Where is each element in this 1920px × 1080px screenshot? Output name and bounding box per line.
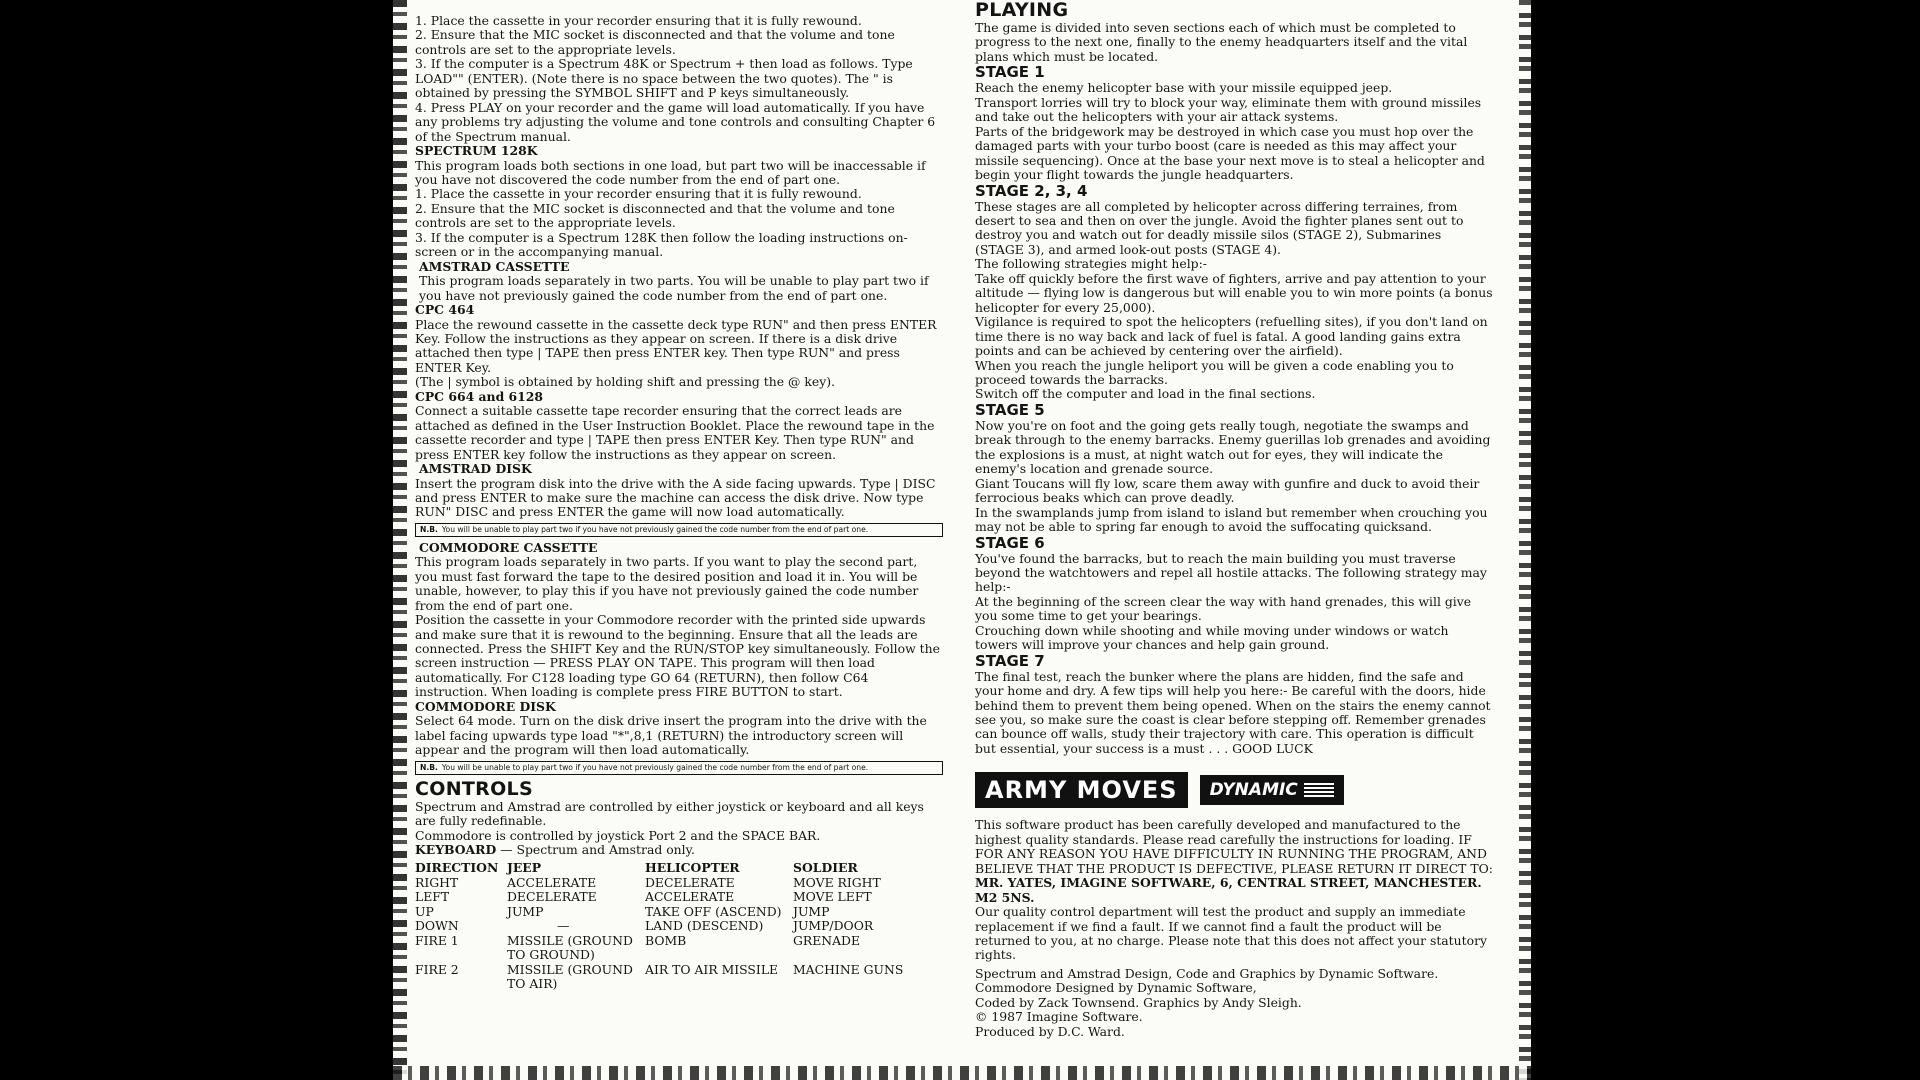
- table-cell: MISSILE (GROUND TO AIR): [507, 961, 633, 992]
- table-cell: TAKE OFF (ASCEND): [645, 903, 782, 919]
- torn-edge-bottom: [393, 1066, 1531, 1080]
- army-moves-logo: ARMY MOVES: [975, 772, 1188, 808]
- credit-line: Spectrum and Amstrad Design, Code and Graphics by Dynamic Software.: [975, 965, 1439, 981]
- nb-text: You will be unable to play part two if you have not previously gained the code number from the end of part one.: [441, 524, 869, 534]
- col-helicopter: HELICOPTER: [645, 860, 740, 876]
- nb-notice-1: [415, 523, 943, 537]
- spectrum-128-text: This program loads both sections in one load, but part two will be inaccessable if you have not discovered the code number from the end of part one.: [415, 157, 926, 187]
- stage-234-text-1: These stages are all completed by helicopter across differing terraines, from desert to sea and then on over the jungle. Avoid the fighter planes sent out to destroy you and watch out for deadly missile silos (STAGE 2), Submarines (STAGE 3), and armed look-out posts (STAGE 4).: [975, 198, 1464, 257]
- intro-step-2: 2. Ensure that the MIC socket is disconnected and that the volume and tone controls are set to the appropriate levels.: [415, 27, 895, 57]
- commodore-disk-heading: COMMODORE DISK: [415, 698, 556, 714]
- stage-6-text-3: Crouching down while shooting and while moving under windows or watch towers will improve your chances and help gain ground.: [975, 622, 1449, 653]
- table-cell: JUMP/DOOR: [793, 918, 874, 934]
- dynamic-logo: [1200, 775, 1344, 805]
- stage-1-text-3: Parts of the bridgework may be destroyed in which case you must hop over the damaged parts with your turbo boost (care is needed as this may affect your missile sequencing). Once at the base your next move is to steal a helicopter and begin your flight towards the jungle headquarters.: [975, 123, 1485, 183]
- table-cell: ACCELERATE: [507, 874, 597, 890]
- keyboard-label: KEYBOARD: [415, 842, 497, 858]
- warranty-text: This software product has been carefully developed and manufactured to the highest quality standards. Please read carefully the instructions for loading. IF FOR ANY REASON YOU HAVE DIFFICULTY IN RUNNING THE PROGRAM, AND BELIEVE THAT THE PRODUCT IS DEFECTIVE, PLEASE RETURN IT DIRECT TO:: [975, 817, 1493, 876]
- cpc664-text: Connect a suitable cassette tape recorder ensuring that the correct leads are attached as defined in the User Instruction Booklet. Place the rewound tape in the cassette recorder and type | TAPE then press ENTER Key. Then type RUN" and press ENTER key follow the instructions as they appear on screen.: [415, 403, 935, 462]
- cpc664-heading: CPC 664 and 6128: [415, 388, 544, 404]
- table-cell: —: [557, 918, 570, 934]
- stage-234-text-2: The following strategies might help:-: [975, 256, 1207, 272]
- stage-7-heading: STAGE 7: [975, 651, 1045, 670]
- stage-234-text-5: When you reach the jungle heliport you will be given a code enabling you to proceed towards the barracks.: [975, 357, 1454, 387]
- stage-6-heading: STAGE 6: [975, 533, 1045, 552]
- stage-7-text: The final test, reach the bunker where the plans are hidden, find the safe and your home and dry. A few tips will help you here:- Be careful with the doors, hide behind them to prevent them being opened. When on the stairs the enemy cannot see you, so make sure the coast is clear before stepping off. Remember grenades can bounce off walls, study their trajectory with care. This operation is difficult but essential, your success is a must . . . GOOD LUCK: [975, 668, 1491, 756]
- manual-sheet: [393, 0, 1531, 1080]
- stage-5-heading: STAGE 5: [975, 400, 1045, 419]
- logos-row: [975, 772, 1493, 808]
- table-cell: DOWN: [415, 918, 459, 934]
- spectrum-128-step-1: 1. Place the cassette in your recorder ensuring that it is fully rewound.: [415, 186, 862, 202]
- amstrad-disk-text: Insert the program disk into the drive with the A side facing upwards. Type | DISC and press ENTER to make sure the machine can access the disk drive. Now type RUN" DISC and press ENTER the game will now load automatically.: [415, 475, 936, 520]
- commodore-cassette-text-1: This program loads separately in two parts. If you want to play the second part, you must fast forward the tape to the desired position and load it in. You will be unable, however, to play this if you have not previously gained the code number from the end of part one.: [415, 554, 919, 613]
- table-cell: AIR TO AIR MISSILE: [645, 961, 779, 977]
- table-cell: UP: [415, 903, 434, 919]
- controls-text-1: Spectrum and Amstrad are controlled by either joystick or keyboard and all keys are fully redefinable.: [415, 798, 924, 829]
- table-cell: BOMB: [645, 932, 687, 948]
- amstrad-cassette-heading: AMSTRAD CASSETTE: [419, 258, 570, 274]
- stage-234-text-6: Switch off the computer and load in the final sections.: [975, 386, 1316, 402]
- table-row: [415, 934, 933, 963]
- table-cell: MISSILE (GROUND TO GROUND): [507, 932, 633, 963]
- table-cell: MOVE RIGHT: [793, 874, 881, 890]
- stage-1-text-2: Transport lorries will try to block your way, eliminate them with ground missiles and take out the helicopters with your air attack systems.: [975, 94, 1482, 125]
- spectrum-128-step-2: 2. Ensure that the MIC socket is disconnected and that the volume and tone controls are set to the appropriate levels.: [415, 200, 895, 231]
- cpc464-text: Place the rewound cassette in the cassette deck type RUN" and then press ENTER Key. Follow the instructions as they appear on screen. If there is a disk drive attached then type | TAPE then press ENTER key. Then type RUN" and press ENTER Key.: [415, 316, 937, 375]
- intro-step-1: 1. Place the cassette in your recorder ensuring that it is fully rewound.: [415, 13, 862, 28]
- playing-heading: PLAYING: [975, 0, 1069, 21]
- warranty-after: Our quality control department will test the product and supply an immediate replacement if we find a fault. If we cannot find a fault the product will be returned to you, at no charge. Please note that this does not affect your statutory rights.: [975, 904, 1488, 963]
- spectrum-128-step-3: 3. If the computer is a Spectrum 128K then follow the loading instructions on-screen or in the accompanying manual.: [415, 229, 908, 260]
- table-row: [415, 876, 933, 890]
- stage-5-text-2: Giant Toucans will fly low, scare them away with gunfire and duck to avoid their ferrocious beaks which can prove deadly.: [975, 475, 1480, 506]
- cpc464-note: (The | symbol is obtained by holding shift and pressing the @ key).: [415, 374, 835, 390]
- nb-label: N.B.: [420, 524, 438, 534]
- stage-5-text-3: In the swamplands jump from island to island but remember when crouching you may not be able to spring far enough to avoid the suffocating quicksand.: [975, 504, 1488, 535]
- intro-step-3: 3. If the computer is a Spectrum 48K or Spectrum + then load as follows. Type LOAD"" (ENTER). (Note there is no space between the two quotes). The " is obtained by pressing the SYMBOL SHIFT and P keys simultaneously.: [415, 56, 913, 101]
- commodore-disk-text: Select 64 mode. Turn on the disk drive insert the program into the drive with the label facing upwards type load "*",8,1 (RETURN) the introductory screen will appear and the program will then load automatically.: [415, 713, 927, 758]
- playing-text: The game is divided into seven sections each of which must be completed to progress to the next one, finally to the enemy headquarters itself and the vital plans which must be located.: [975, 20, 1468, 64]
- table-cell: FIRE 2: [415, 961, 459, 977]
- keyboard-text: — Spectrum and Amstrad only.: [496, 842, 695, 858]
- table-cell: LEFT: [415, 889, 450, 905]
- nb-text: You will be unable to play part two if you have not previously gained the code number from the end of part one.: [441, 762, 869, 772]
- spectrum-128-heading: SPECTRUM 128K: [415, 143, 538, 159]
- amstrad-cassette-text: This program loads separately in two parts. You will be unable to play part two if you have not previously gained the code number from the end of part one.: [419, 273, 929, 303]
- credit-line: © 1987 Imagine Software.: [975, 1009, 1143, 1025]
- credit-line: Coded by Zack Townsend. Graphics by Andy Sleigh.: [975, 994, 1302, 1010]
- stage-1-text-1: Reach the enemy helicopter base with your missile equipped jeep.: [975, 80, 1393, 96]
- table-row: [415, 963, 933, 992]
- stage-1-heading: STAGE 1: [975, 63, 1045, 82]
- stage-234-text-3: Take off quickly before the first wave of fighters, arrive and pay attention to your altitude — flying low is dangerous but will enable you to win more points (a bonus helicopter for every 25,000).: [975, 270, 1493, 315]
- table-cell: FIRE 1: [415, 932, 459, 948]
- controls-heading: CONTROLS: [415, 777, 533, 800]
- amstrad-disk-heading: AMSTRAD DISK: [419, 461, 532, 477]
- controls-table: [415, 861, 933, 991]
- torn-edge-right: [1519, 0, 1531, 1080]
- intro-step-4: 4. Press PLAY on your recorder and the game will load automatically. If you have any problems try adjusting the volume and tone controls and consulting Chapter 6 of the Spectrum manual.: [415, 99, 936, 144]
- stage-5-text-1: Now you're on foot and the going gets really tough, negotiate the swamps and break through to the enemy barracks. Enemy guerillas lob grenades and avoiding the explosions is a must, at night watch out for eyes, they will indicate the enemy's location and grenade source.: [975, 417, 1491, 477]
- table-row: [415, 919, 933, 933]
- stage-234-heading: STAGE 2, 3, 4: [975, 181, 1088, 200]
- table-cell: RIGHT: [415, 874, 459, 890]
- playing-column: [975, 0, 1493, 1039]
- table-cell: ACCELERATE: [645, 889, 735, 905]
- keyboard-line: [415, 843, 943, 857]
- table-cell: JUMP: [793, 903, 830, 919]
- table-cell: JUMP: [507, 903, 544, 919]
- stage-6-text-1: You've found the barracks, but to reach the main building you must traverse beyond the watchtowers and repel all hostile attacks. The following strategy may help:-: [975, 550, 1487, 595]
- table-row: [415, 890, 933, 904]
- col-jeep: JEEP: [507, 860, 542, 876]
- stage-234-text-4: Vigilance is required to spot the helicopters (refuelling sites), if you don't land on time there is no way back and lack of fuel is fatal. A good landing gains extra points and can be achieved by centering over the airfield).: [975, 314, 1488, 359]
- commodore-cassette-text-2: Position the cassette in your Commodore recorder with the printed side upwards and make sure that it is rewound to the beginning. Ensure that all the leads are connected. Press the SHIFT Key and the RUN/STOP key simultaneously. Follow the screen instruction — PRESS PLAY ON TAPE. This program will then load automatically. For C128 loading type GO 64 (RETURN), then follow C64 instruction. When loading is complete press FIRE BUTTON to start.: [415, 612, 940, 700]
- table-cell: MACHINE GUNS: [793, 961, 904, 977]
- dynamic-logo-text: DYNAMIC: [1209, 780, 1298, 801]
- torn-edge-left: [393, 0, 407, 1080]
- nb-label: N.B.: [420, 762, 438, 772]
- nb-notice-2: [415, 761, 943, 775]
- stripes-icon: [1304, 783, 1334, 797]
- stage-6-text-2: At the beginning of the screen clear the way with hand grenades, this will give you some time to get your bearings.: [975, 593, 1472, 624]
- table-cell: LAND (DESCEND): [645, 918, 764, 934]
- cpc464-heading: CPC 464: [415, 302, 475, 318]
- controls-text-2: Commodore is controlled by joystick Port 2 and the SPACE BAR.: [415, 827, 821, 843]
- table-cell: DECELERATE: [507, 889, 597, 905]
- credit-line: Produced by D.C. Ward.: [975, 1023, 1125, 1039]
- table-row: [415, 905, 933, 919]
- credit-line: Commodore Designed by Dynamic Software,: [975, 980, 1257, 996]
- loading-instructions-column: [415, 14, 943, 992]
- table-cell: DECELERATE: [645, 874, 735, 890]
- table-cell: MOVE LEFT: [793, 889, 872, 905]
- return-address: MR. YATES, IMAGINE SOFTWARE, 6, CENTRAL STREET, MANCHESTER. M2 5NS.: [975, 875, 1482, 905]
- col-soldier: SOLDIER: [793, 860, 858, 876]
- col-direction: DIRECTION: [415, 860, 499, 876]
- table-cell: GRENADE: [793, 932, 861, 948]
- controls-table-header: [415, 861, 933, 875]
- commodore-cassette-heading: COMMODORE CASSETTE: [419, 539, 598, 555]
